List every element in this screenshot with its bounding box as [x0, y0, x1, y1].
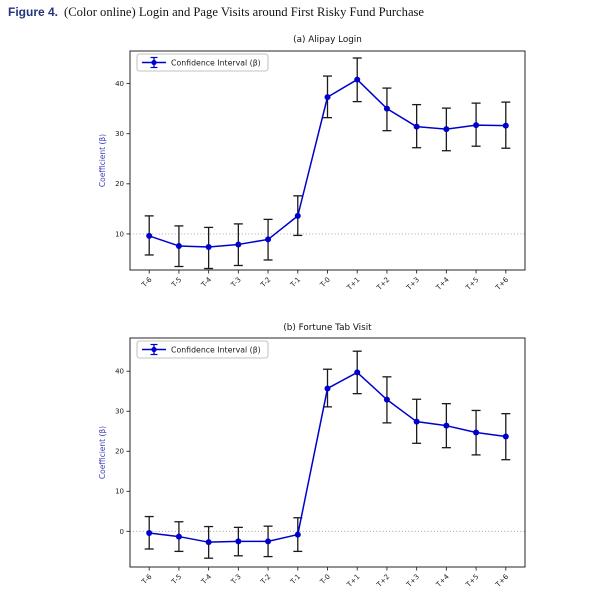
x-tick-label: T-3 — [229, 572, 243, 586]
x-axis-ticks — [140, 270, 511, 292]
data-point — [325, 385, 331, 391]
chart-title: (b) Fortune Tab Visit — [283, 323, 372, 333]
x-tick-label: T+1 — [345, 275, 362, 292]
data-point — [384, 397, 390, 403]
y-tick-label: 30 — [115, 130, 124, 139]
legend — [137, 54, 268, 71]
data-point — [384, 106, 390, 112]
x-tick-label: T+4 — [434, 275, 451, 292]
x-tick-label: T+3 — [405, 275, 422, 292]
data-point — [235, 538, 241, 544]
y-tick-label: 10 — [115, 487, 124, 496]
data-point — [206, 244, 212, 250]
x-tick-label: T+6 — [494, 275, 511, 292]
data-point — [265, 538, 271, 544]
legend-marker-glyph — [151, 60, 156, 65]
data-point — [354, 369, 360, 375]
x-tick-label: T-0 — [318, 275, 332, 289]
x-tick-label: T-6 — [140, 275, 154, 289]
figure-caption-text: (Color online) Login and Page Visits around First Risky Fund Purchase — [64, 5, 425, 19]
data-point — [414, 124, 420, 130]
data-point — [295, 213, 301, 219]
data-point — [295, 532, 301, 538]
chart-alipay-login — [98, 35, 525, 292]
y-axis-label: Coefficient (β) — [98, 133, 107, 188]
legend-marker-glyph — [151, 347, 156, 352]
x-tick-label: T+6 — [494, 572, 511, 589]
data-point — [265, 236, 271, 242]
data-point — [146, 233, 152, 239]
y-tick-label: 10 — [115, 230, 124, 239]
data-point — [473, 429, 479, 435]
x-tick-label: T-2 — [259, 275, 273, 289]
x-tick-label: T-5 — [170, 275, 184, 289]
x-tick-label: T-1 — [289, 572, 303, 586]
x-tick-label: T+4 — [434, 572, 451, 589]
x-tick-label: T+1 — [345, 572, 362, 589]
x-tick-label: T-4 — [199, 572, 214, 586]
y-axis-ticks — [115, 80, 130, 238]
chart-fortune-tab-visit — [98, 323, 525, 589]
y-axis-ticks — [115, 368, 130, 536]
x-tick-label: T+5 — [464, 572, 481, 589]
figure-label: Figure 4. — [8, 5, 59, 19]
data-point — [503, 123, 509, 129]
x-axis-ticks — [140, 567, 511, 589]
data-point — [176, 534, 182, 540]
y-tick-label: 40 — [115, 367, 124, 376]
y-tick-label: 20 — [115, 447, 124, 456]
data-point — [325, 94, 331, 100]
data-point — [443, 126, 449, 132]
data-point — [473, 122, 479, 128]
x-tick-label: T-6 — [140, 572, 154, 586]
data-point — [503, 433, 509, 439]
data-point — [235, 241, 241, 247]
y-tick-label: 30 — [115, 407, 124, 416]
data-point — [176, 243, 182, 249]
x-tick-label: T-4 — [199, 275, 214, 289]
y-tick-label: 0 — [119, 527, 124, 536]
x-tick-label: T-1 — [289, 275, 303, 289]
x-tick-label: T+5 — [464, 275, 481, 292]
data-point — [206, 539, 212, 545]
x-tick-label: T+2 — [375, 572, 392, 589]
data-point — [146, 530, 152, 536]
y-axis-label: Coefficient (β) — [98, 425, 107, 480]
legend — [137, 341, 268, 358]
chart-title: (a) Alipay Login — [293, 35, 362, 45]
x-tick-label: T-0 — [318, 572, 332, 586]
x-tick-label: T-2 — [259, 572, 273, 586]
x-tick-label: T+2 — [375, 275, 392, 292]
x-tick-label: T-3 — [229, 275, 243, 289]
data-point — [443, 423, 449, 429]
error-bars — [145, 58, 511, 268]
y-tick-label: 40 — [115, 79, 124, 88]
data-point — [354, 77, 360, 83]
error-bars — [145, 351, 511, 558]
legend-label: Confidence Interval (β) — [171, 345, 261, 355]
x-tick-label: T-5 — [170, 572, 184, 586]
data-point — [414, 419, 420, 425]
y-tick-label: 20 — [115, 180, 124, 189]
legend-label: Confidence Interval (β) — [171, 58, 261, 68]
x-tick-label: T+3 — [405, 572, 422, 589]
